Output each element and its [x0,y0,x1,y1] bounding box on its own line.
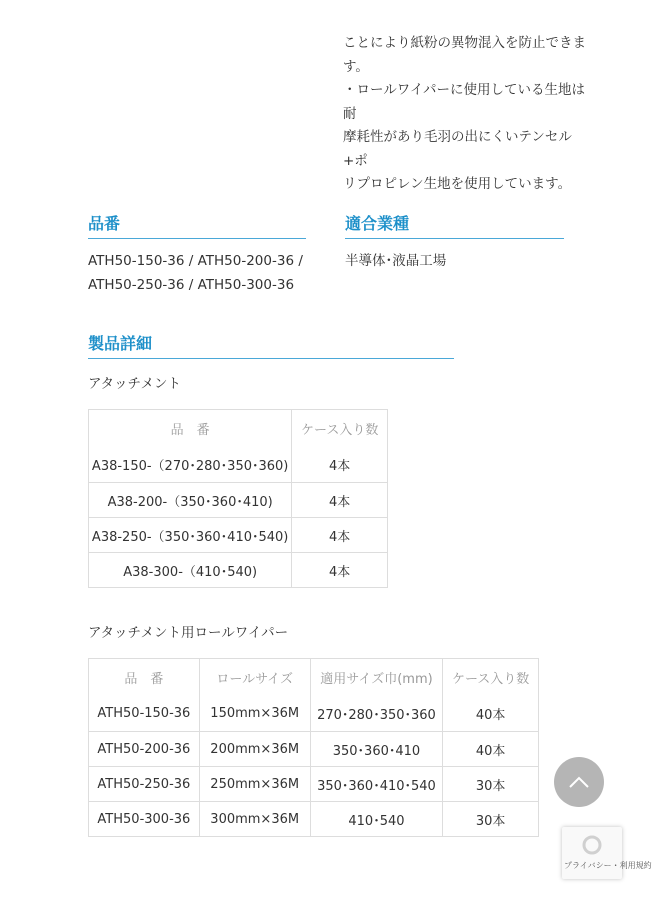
cell-case-quantity: 4本 [292,483,388,518]
description-line: す。 [343,58,369,75]
cell-applicable-width: 270･280･350･360 [310,697,443,732]
part-number-heading: 品番 [88,211,306,239]
cell-part-number: ATH50-300-36 [89,802,200,837]
cell-case-quantity: 30本 [443,802,539,837]
cell-applicable-width: 350･360･410 [310,732,443,767]
part-number-line: ATH50-150-36 / ATH50-200-36 / [88,253,303,269]
cell-roll-size: 300mm×36M [199,802,310,837]
cell-case-quantity: 4本 [292,553,388,588]
cell-roll-size: 250mm×36M [199,767,310,802]
cell-part-number: ATH50-150-36 [89,697,200,732]
table-row [89,448,388,483]
product-description [343,32,593,197]
chevron-up-icon [568,775,590,789]
table-row [89,483,388,518]
cell-part-number: A38-300-（410･540) [89,553,292,588]
table-row [89,767,539,802]
roll-wiper-table [88,658,539,837]
table-row [89,518,388,553]
column-header-part-number: 品 番 [89,410,292,448]
cell-case-quantity: 4本 [292,448,388,483]
cell-part-number: ATH50-200-36 [89,732,200,767]
column-header-part-number: 品 番 [89,659,200,697]
industry-value: 半導体･液晶工場 [345,253,447,269]
table-row [89,732,539,767]
cell-case-quantity: 4本 [292,518,388,553]
cell-part-number: A38-250-（350･360･410･540) [89,518,292,553]
cell-case-quantity: 40本 [443,732,539,767]
cell-applicable-width: 410･540 [310,802,443,837]
column-header-roll-size: ロールサイズ [199,659,310,697]
table-row [89,697,539,732]
attachment-label: アタッチメント [88,376,182,392]
description-line: 摩耗性があり毛羽の出にくいテンセル+ポ [343,129,572,169]
column-header-applicable-width: 適用サイズ巾(mm) [310,659,443,697]
part-number-line: ATH50-250-36 / ATH50-300-36 [88,277,295,293]
product-details-heading: 製品詳細 [88,331,454,359]
recaptcha-badge[interactable] [562,827,652,879]
scroll-to-top-button[interactable] [554,757,604,807]
column-header-case-quantity: ケース入り数 [292,410,388,448]
cell-roll-size: 200mm×36M [199,732,310,767]
recaptcha-privacy-terms[interactable]: プライバシー・利用規約 [564,861,652,870]
description-line: ことにより紙粉の異物混入を防止できま [343,35,586,51]
attachment-table [88,409,388,588]
cell-roll-size: 150mm×36M [199,697,310,732]
part-number-list [88,249,328,297]
cell-case-quantity: 40本 [443,697,539,732]
cell-applicable-width: 350･360･410･540 [310,767,443,802]
table-header-row [89,659,539,697]
table-header-row [89,410,388,448]
recaptcha-icon [580,833,604,857]
industry-heading: 適合業種 [345,211,564,239]
cell-case-quantity: 30本 [443,767,539,802]
roll-wiper-label: アタッチメント用ロールワイパー [88,625,289,641]
cell-part-number: A38-200-（350･360･410) [89,483,292,518]
column-header-case-quantity: ケース入り数 [443,659,539,697]
table-row [89,802,539,837]
cell-part-number: A38-150-（270･280･350･360) [89,448,292,483]
table-row [89,553,388,588]
cell-part-number: ATH50-250-36 [89,767,200,802]
description-line: リプロピレン生地を使用しています。 [343,176,572,192]
description-line: ・ロールワイパーに使用している生地は耐 [343,82,586,122]
